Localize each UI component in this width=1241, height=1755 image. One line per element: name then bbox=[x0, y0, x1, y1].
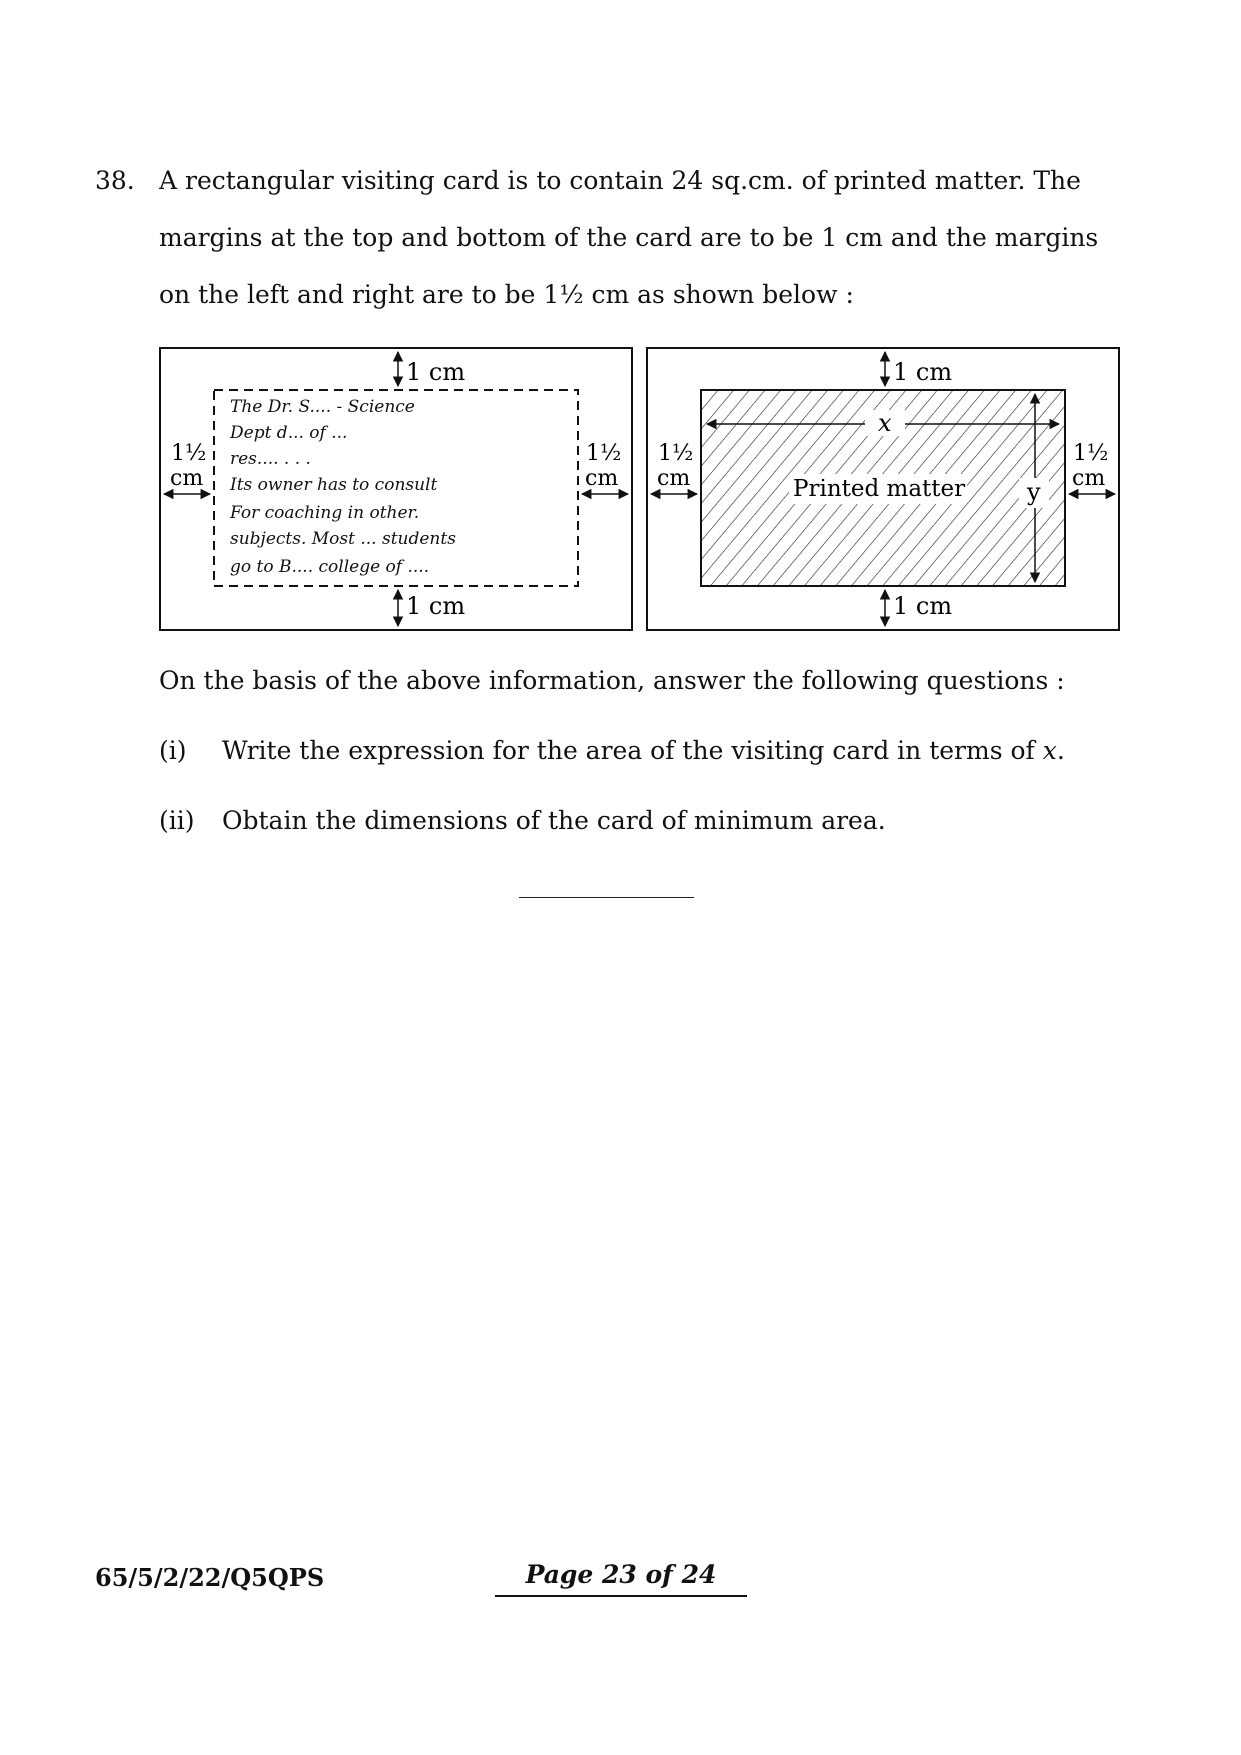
right-margin-label-top: 1½ bbox=[586, 441, 622, 466]
right-margin-label-top: 1½ bbox=[1073, 441, 1109, 466]
handwriting-line-2: Dept d... of ... bbox=[230, 423, 348, 443]
left-margin-label-top: 1½ bbox=[658, 441, 694, 466]
end-divider bbox=[519, 897, 694, 898]
bottom-margin-label: 1 cm bbox=[406, 592, 466, 620]
basis-text: On the basis of the above information, answer the following questions : bbox=[159, 666, 1065, 695]
subquestion-1-suffix: . bbox=[1056, 736, 1065, 765]
subquestion-2-label: (ii) bbox=[159, 806, 195, 835]
question-line-1: A rectangular visiting card is to contain 24 sq.cm. of printed matter. The bbox=[159, 166, 1081, 195]
subquestion-1-label: (i) bbox=[159, 736, 187, 765]
handwriting-line-3: res.... . . . bbox=[230, 449, 311, 469]
handwriting-line-5: For coaching in other. bbox=[230, 503, 420, 523]
left-margin-label-top: 1½ bbox=[171, 441, 207, 466]
subquestion-1-variable: x bbox=[1042, 736, 1057, 765]
handwriting-line-7: go to B.... college of .... bbox=[230, 557, 430, 577]
page-number: Page 23 of 24 bbox=[495, 1560, 747, 1597]
left-margin-label-bottom: cm bbox=[170, 466, 204, 491]
width-x-label: x bbox=[878, 409, 892, 437]
question-number: 38. bbox=[95, 166, 135, 195]
subquestion-1-text bbox=[222, 738, 1065, 763]
subquestion-2-text: Obtain the dimensions of the card of minimum area. bbox=[222, 806, 886, 835]
left-margin-label-bottom: cm bbox=[657, 466, 691, 491]
handwriting-line-4: Its owner has to consult bbox=[230, 475, 438, 495]
top-margin-label: 1 cm bbox=[893, 358, 953, 386]
question-line-2: margins at the top and bottom of the card are to be 1 cm and the margins bbox=[159, 223, 1099, 252]
top-margin-label: 1 cm bbox=[406, 358, 466, 386]
question-line-3: on the left and right are to be 1½ cm as shown below : bbox=[159, 280, 854, 309]
right-margin-label-bottom: cm bbox=[1072, 466, 1106, 491]
bottom-margin-label: 1 cm bbox=[893, 592, 953, 620]
paper-code: 65/5/2/22/Q5QPS bbox=[95, 1563, 325, 1592]
printed-matter-figure bbox=[645, 346, 1121, 636]
height-y-label: y bbox=[1027, 478, 1041, 506]
subquestion-1-main: Write the expression for the area of the visiting card in terms of bbox=[222, 736, 1043, 765]
handwriting-line-1: The Dr. S.... - Science bbox=[230, 397, 415, 417]
printed-matter-label: Printed matter bbox=[793, 476, 966, 502]
visiting-card-figure bbox=[158, 346, 634, 636]
right-margin-label-bottom: cm bbox=[585, 466, 619, 491]
handwriting-line-6: subjects. Most ... students bbox=[230, 529, 456, 549]
